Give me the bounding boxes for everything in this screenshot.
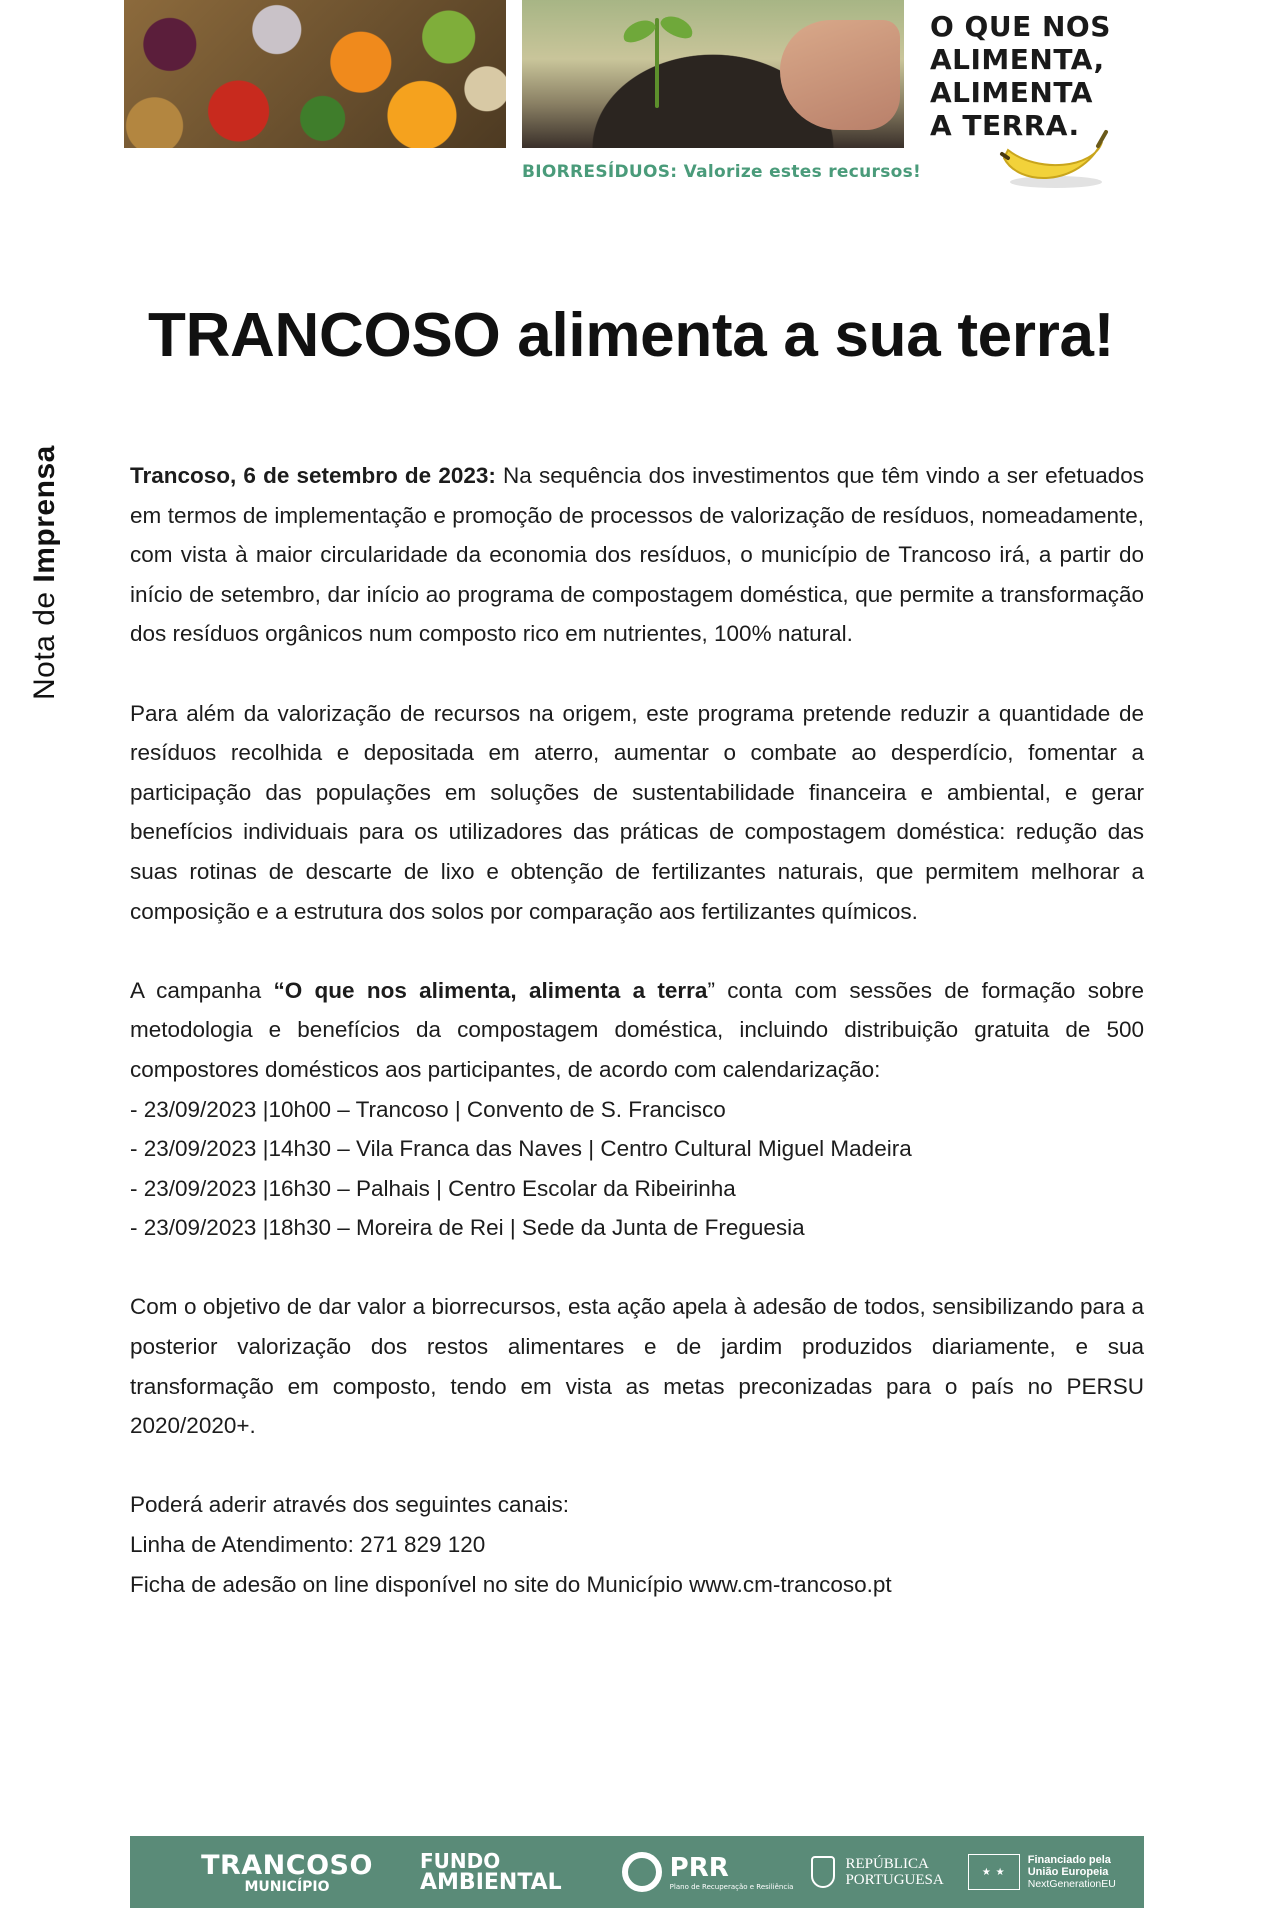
paragraph-campaign [130, 971, 1144, 1090]
republica-portuguesa-logo [811, 1856, 943, 1888]
schedule-item: - 23/09/2023 |14h30 – Vila Franca das Naves | Centro Cultural Miguel Madeira [130, 1136, 912, 1162]
press-release-body [130, 456, 1144, 1604]
slogan-line: ALIMENTA, [930, 43, 1105, 76]
campaign-slogan [930, 10, 1170, 142]
paragraph-text: ” conta com sessões de formação sobre metodologia e benefícios da compostagem doméstica, incluindo distribuição gratuita de 500 compostores domésticos aos participantes, de acordo com calendarização: [130, 977, 1144, 1082]
shield-icon [811, 1856, 835, 1888]
republica-text [845, 1856, 943, 1888]
paragraph-intro [130, 456, 1144, 654]
hand-shape [780, 20, 900, 130]
eu-text [1028, 1854, 1116, 1890]
session-schedule [130, 1090, 1144, 1248]
sprout-stem [655, 18, 659, 108]
page-title: TRANCOSO alimenta a sua terra! [148, 301, 1115, 370]
republica-line: REPÚBLICA [845, 1856, 929, 1872]
sponsor-footer [130, 1836, 1144, 1908]
banana-icon [998, 128, 1110, 192]
contact-channels [130, 1485, 1144, 1604]
prr-logo [622, 1852, 794, 1892]
eu-flag-icon: ★ ★ [968, 1854, 1020, 1890]
trancoso-logo-text: TRANCOSO [201, 1849, 373, 1881]
prr-text [670, 1853, 794, 1891]
paragraph-text: Na sequência dos investimentos que têm vindo a ser efetuados em termos de implementação e promoção de processos de valorização de resíduos, nomeadamente, com vista à maior circularidade da economia dos resíduos, o município de Trancoso irá, a partir do início de setembro, dar início ao programa de compostagem doméstica, que permite a transformação dos resíduos orgânicos num composto rico em nutrientes, 100% natural. [130, 463, 1144, 647]
slogan-line: ALIMENTA [930, 76, 1093, 109]
schedule-item: - 23/09/2023 |10h00 – Trancoso | Convento de S. Francisco [130, 1096, 726, 1122]
paragraph-text: A campanha [130, 977, 274, 1003]
prr-label: PRR [669, 1853, 729, 1883]
eu-line: Financiado pela [1027, 1854, 1111, 1866]
side-label-strong: Imprensa [28, 445, 61, 583]
republica-line: PORTUGUESA [845, 1872, 944, 1888]
eu-line: União Europeia [1027, 1866, 1109, 1878]
prr-subtitle: Plano de Recuperação e Resiliência [669, 1883, 794, 1891]
vegetables-photo [124, 0, 506, 148]
eu-line: NextGenerationEU [1027, 1878, 1116, 1890]
schedule-item: - 23/09/2023 |18h30 – Moreira de Rei | Sede da Junta de Freguesia [130, 1215, 805, 1241]
eu-funding-logo [968, 1854, 1116, 1890]
dateline: Trancoso, 6 de setembro de 2023: [130, 463, 496, 488]
campaign-tagline: BIORRESÍDUOS: Valorize estes recursos! [522, 162, 922, 182]
contact-line: Linha de Atendimento: 271 829 120 [130, 1532, 486, 1558]
contact-line: Poderá aderir através dos seguintes canais: [130, 1492, 570, 1518]
schedule-item: - 23/09/2023 |16h30 – Palhais | Centro Escolar da Ribeirinha [130, 1175, 736, 1201]
press-release-label [28, 445, 62, 700]
campaign-name: “O que nos alimenta, alimenta a terra [273, 977, 708, 1003]
fundo-ambiental-logo [420, 1850, 562, 1894]
contact-line: Ficha de adesão on line disponível no site do Município www.cm-trancoso.pt [130, 1571, 892, 1597]
prr-circle-icon [622, 1852, 662, 1892]
paragraph-objective: Com o objetivo de dar valor a biorrecursos, esta ação apela à adesão de todos, sensibilizando para a posterior valorização dos restos alimentares e de jardim produzidos diariamente, e sua transformação em composto, tendo em vista as metas preconizadas para o país no PERSU 2020/2020+. [130, 1294, 1144, 1439]
slogan-line: A TERRA. [930, 109, 1080, 142]
slogan-line: O QUE NOS [930, 10, 1111, 43]
fundo-text: FUNDO [420, 1849, 501, 1873]
ambiental-text: AMBIENTAL [420, 1870, 562, 1895]
municipio-text: MUNICÍPIO [244, 1878, 330, 1895]
paragraph-goals: Para além da valorização de recursos na origem, este programa pretende reduzir a quantidade de resíduos recolhida e depositada em aterro, aumentar o combate ao desperdício, fomentar a participação das populações em soluções de sustentabilidade financeira e ambiental, e gerar benefícios individuais para os utilizadores das práticas de compostagem doméstica: redução das suas rotinas de descarte de lixo e obtenção de fertilizantes naturais, que permitem melhorar a composição e a estrutura dos solos por comparação aos fertilizantes químicos. [130, 700, 1144, 924]
side-label-prefix: Nota de [28, 582, 61, 700]
trancoso-logo [202, 1850, 372, 1895]
